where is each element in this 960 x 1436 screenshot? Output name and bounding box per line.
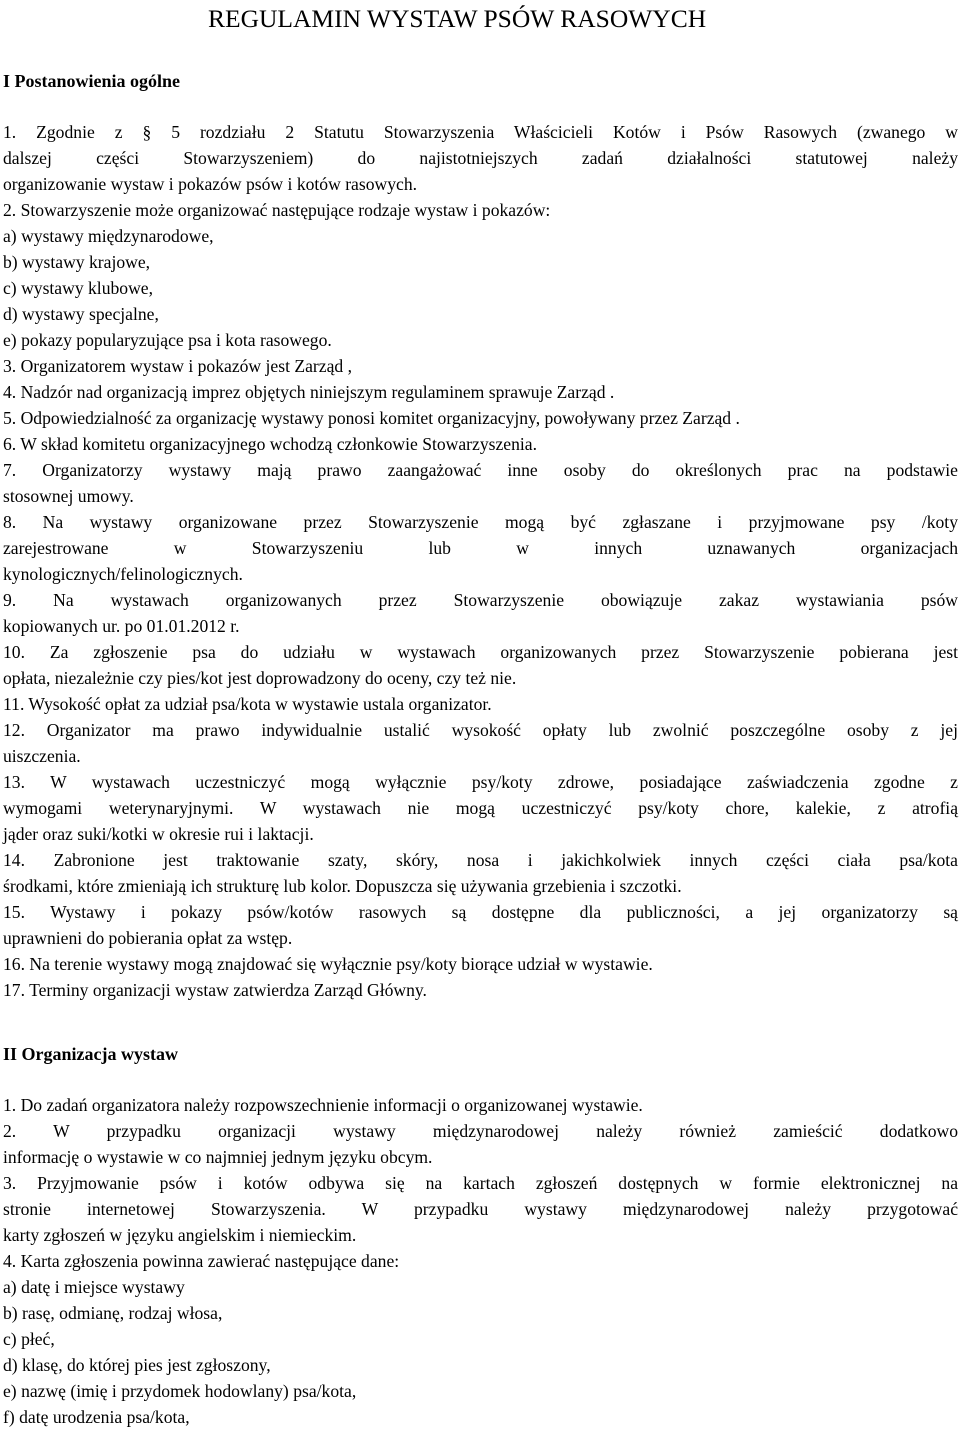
paragraph-line: kopiowanych ur. po 01.01.2012 r.: [3, 616, 240, 636]
paragraph-line: 7. Organizatorzy wystawy mają prawo zaangażować inne osoby do określonych prac na podstawie: [3, 460, 958, 480]
paragraph-line: d) klasę, do której pies jest zgłoszony,: [3, 1355, 271, 1375]
paragraph-line: 2. W przypadku organizacji wystawy międzynarodowej należy również zamieścić dodatkowo: [3, 1121, 958, 1141]
paragraph-line: 16. Na terenie wystawy mogą znajdować się wyłącznie psy/koty biorące udział w wystawie.: [3, 954, 653, 974]
paragraph-line: stronie internetowej Stowarzyszenia. W przypadku wystawy międzynarodowej należy przygotować: [3, 1199, 958, 1219]
paragraph-line: uprawnieni do pobierania opłat za wstęp.: [3, 928, 293, 948]
paragraph-line: a) datę i miejsce wystawy: [3, 1277, 185, 1297]
paragraph-line: organizowanie wystaw i pokazów psów i kotów rasowych.: [3, 174, 418, 194]
paragraph-line: wymogami weterynaryjnymi. W wystawach nie mogą uczestniczyć psy/koty chore, kalekie, z atrofią: [3, 798, 958, 818]
paragraph-line: dalszej części Stowarzyszeniem) do najistotniejszych zadań działalności statutowej należy: [3, 148, 958, 168]
paragraph-line: 6. W skład komitetu organizacyjnego wchodzą członkowie Stowarzyszenia.: [3, 434, 538, 454]
paragraph-line: karty zgłoszeń w języku angielskim i niemieckim.: [3, 1225, 357, 1245]
paragraph-line: 3. Organizatorem wystaw i pokazów jest Zarząd ,: [3, 356, 352, 376]
paragraph-line: 13. W wystawach uczestniczyć mogą wyłącznie psy/koty zdrowe, posiadające zaświadczenia zgodne z: [3, 772, 958, 792]
paragraph-line: jąder oraz suki/kotki w okresie rui i laktacji.: [3, 824, 314, 844]
paragraph-line: e) pokazy popularyzujące psa i kota rasowego.: [3, 330, 332, 350]
paragraph-line: 5. Odpowiedzialność za organizację wystawy ponosi komitet organizacyjny, powoływany przez Zarząd .: [3, 408, 740, 428]
section-heading-organizacja: II Organizacja wystaw: [3, 1044, 178, 1064]
paragraph-line: f) datę urodzenia psa/kota,: [3, 1407, 190, 1427]
paragraph-line: c) płeć,: [3, 1329, 55, 1349]
paragraph-line: informację o wystawie w co najmniej jednym języku obcym.: [3, 1147, 433, 1167]
document-title: REGULAMIN WYSTAW PSÓW RASOWYCH: [208, 4, 707, 33]
paragraph-line: 12. Organizator ma prawo indywidualnie ustalić wysokość opłaty lub zwolnić poszczególne osoby z jej: [3, 720, 958, 740]
paragraph-line: 17. Terminy organizacji wystaw zatwierdza Zarząd Główny.: [3, 980, 427, 1000]
paragraph-line: 4. Karta zgłoszenia powinna zawierać następujące dane:: [3, 1251, 400, 1271]
section-body-organizacja: [3, 1092, 958, 1430]
paragraph-line: 15. Wystawy i pokazy psów/kotów rasowych są dostępne dla publiczności, a jej organizatorzy są: [3, 902, 958, 922]
paragraph-line: zarejestrowane w Stowarzyszeniu lub w innych uznawanych organizacjach: [3, 538, 958, 558]
paragraph-line: 2. Stowarzyszenie może organizować następujące rodzaje wystaw i pokazów:: [3, 200, 551, 220]
paragraph-line: 1. Do zadań organizatora należy rozpowszechnienie informacji o organizowanej wystawie.: [3, 1095, 643, 1115]
paragraph-line: b) rasę, odmianę, rodzaj włosa,: [3, 1303, 223, 1323]
section-heading-postanowienia: I Postanowienia ogólne: [3, 71, 181, 91]
section-body-postanowienia: [3, 119, 958, 1003]
paragraph-line: 4. Nadzór nad organizacją imprez objętych niniejszym regulaminem sprawuje Zarząd .: [3, 382, 615, 402]
paragraph-line: środkami, które zmieniają ich strukturę lub kolor. Dopuszcza się używania grzebienia i szczotki.: [3, 876, 682, 896]
paragraph-line: 10. Za zgłoszenie psa do udziału w wystawach organizowanych przez Stowarzyszenie pobierana jest: [3, 642, 958, 662]
paragraph-line: d) wystawy specjalne,: [3, 304, 159, 324]
paragraph-line: e) nazwę (imię i przydomek hodowlany) psa/kota,: [3, 1381, 357, 1401]
paragraph-line: 14. Zabronione jest traktowanie szaty, skóry, nosa i jakichkolwiek innych części ciała psa/kota: [3, 850, 958, 870]
paragraph-line: uiszczenia.: [3, 746, 81, 766]
paragraph-line: 8. Na wystawy organizowane przez Stowarzyszenie mogą być zgłaszane i przyjmowane psy /koty: [3, 512, 958, 532]
paragraph-line: b) wystawy krajowe,: [3, 252, 151, 272]
paragraph-line: stosownej umowy.: [3, 486, 134, 506]
paragraph-line: kynologicznych/felinologicznych.: [3, 564, 243, 584]
paragraph-line: 1. Zgodnie z § 5 rozdziału 2 Statutu Stowarzyszenia Właścicieli Kotów i Psów Rasowych (zwanego w: [3, 122, 958, 142]
paragraph-line: opłata, niezależnie czy pies/kot jest doprowadzony do oceny, czy też nie.: [3, 668, 517, 688]
paragraph-line: 3. Przyjmowanie psów i kotów odbywa się na kartach zgłoszeń dostępnych w formie elektronicznej na: [3, 1173, 958, 1193]
paragraph-line: c) wystawy klubowe,: [3, 278, 154, 298]
paragraph-line: a) wystawy międzynarodowe,: [3, 226, 214, 246]
paragraph-line: 9. Na wystawach organizowanych przez Stowarzyszenie obowiązuje zakaz wystawiania psów: [3, 590, 958, 610]
paragraph-line: 11. Wysokość opłat za udział psa/kota w wystawie ustala organizator.: [3, 694, 492, 714]
